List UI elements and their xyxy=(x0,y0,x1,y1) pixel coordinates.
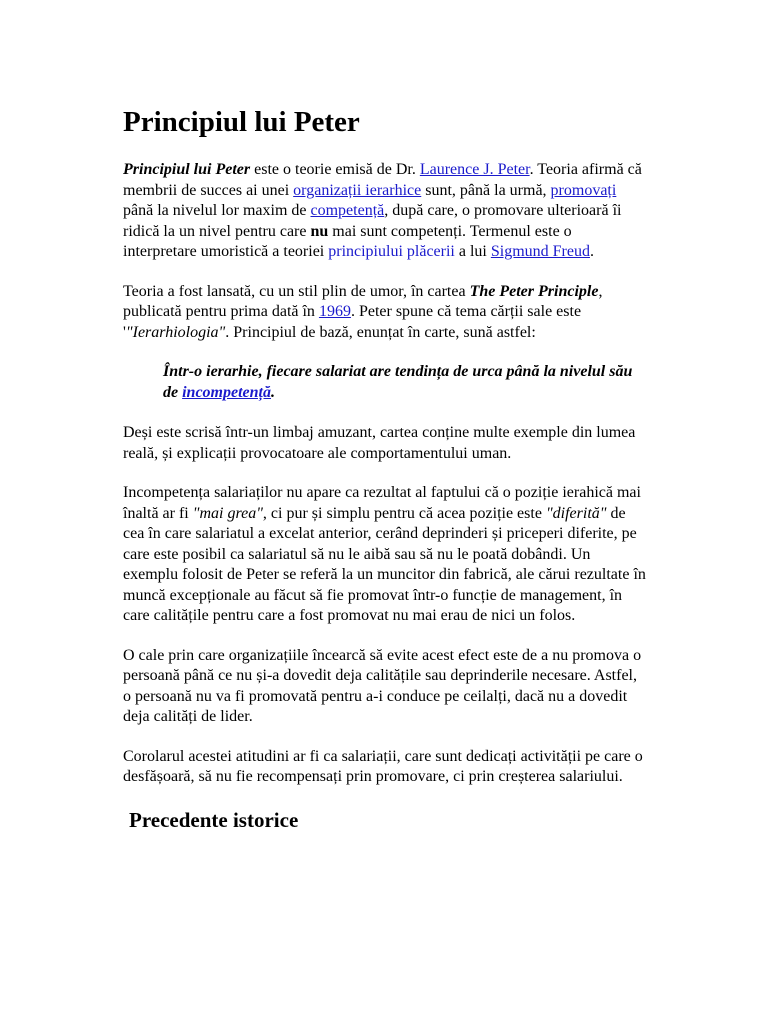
text-span: . xyxy=(589,243,594,260)
text-span: , după care, o promovare ulterioară îi ridică la un nivel pentru care xyxy=(123,202,622,240)
link-competenta[interactable]: competență xyxy=(310,202,385,219)
link-sigmund-freud[interactable]: Sigmund Freud xyxy=(490,243,590,260)
lead-term: Principiul lui Peter xyxy=(123,161,251,178)
paragraph-real-world: Deși este scrisă într-un limbaj amuzant, cartea conține multe exemple din lumea reală, și explicații provocatoare ale comportamentului uman. xyxy=(123,424,636,462)
text-span: Într-o ierarhie, fiecare salariat are tendința de urca până la nivelul său de xyxy=(163,363,633,401)
book-title: The Peter Principle xyxy=(469,282,599,300)
quoted-mai-grea: "mai grea" xyxy=(192,504,263,522)
ierarhiologia-term: "Ierarhiologia" xyxy=(125,323,226,341)
text-span: . Peter spune că tema cărții sale este ' xyxy=(123,303,582,341)
text-span: , ci pur și simplu pentru că acea poziție este xyxy=(262,504,546,522)
book-paragraph xyxy=(123,282,648,344)
link-principiul-placerii[interactable]: principiului plăcerii xyxy=(328,243,455,260)
text-span: . xyxy=(271,383,275,401)
paragraph-avoid-effect: O cale prin care organizațiile încearcă să evite acest efect este de a nu promova o persoană până ce nu și-a dovedit deja calitățile sau deprinderile necesare. Astfel, o persoană nu va fi promovată pentru a-i conduce pe ceilalți, dacă nu a dovedit deja calități de lider. xyxy=(123,646,642,725)
text-span: . Principiul de bază, enunțat în carte, sună astfel: xyxy=(225,323,536,341)
text-span: Teoria a fost lansată, cu un stil plin de umor, în cartea xyxy=(123,282,470,300)
section-heading: Precedente istorice xyxy=(129,807,299,832)
text-span: sunt, până la urmă, xyxy=(421,181,551,199)
text-span: până la nivelul lor maxim de xyxy=(123,202,311,219)
article-body xyxy=(123,104,648,833)
link-1969[interactable]: 1969 xyxy=(318,303,351,320)
text-span: Incompetența salariaților nu apare ca rezultat al faptului că o poziție ierahică mai înaltă ar fi xyxy=(123,484,641,522)
intro-paragraph xyxy=(123,160,648,263)
text-span: a lui xyxy=(454,243,491,260)
principle-quote xyxy=(163,362,648,403)
link-promovati[interactable]: promovați xyxy=(550,181,617,199)
link-organizatii-ierarhice[interactable]: organizații ierarhice xyxy=(293,181,422,199)
quoted-diferita: "diferită" xyxy=(545,504,607,522)
link-laurence-peter[interactable]: Laurence J. Peter xyxy=(419,161,530,178)
paragraph-corollary: Corolarul acestei atitudini ar fi ca salariații, care sunt dedicați activității pe care o desfășoară, să nu fie recompensați prin promovare, ci prin creșterea salariului. xyxy=(123,747,643,785)
text-span: de cea în care salariatul a excelat anterior, cerând deprinderi și priceperi diferite, pe care este posibil ca salariatul să nu le aibă sau să nu le poată dobândi. Un exemplu folosit de Peter se referă la un muncitor din fabrică, ale cărui rezultate în muncă excepționale au făcut să fie promovat într-o funcție de management, în care calitățile pentru care a fost promovat nu mai erau de nici un folos. xyxy=(123,504,646,624)
text-span: mai sunt competenți. Termenul este o interpretare umoristică a teoriei xyxy=(123,222,572,260)
paragraph-incompetence xyxy=(123,483,648,627)
emphasis-nu: nu xyxy=(310,222,329,240)
text-span: , publicată pentru prima dată în xyxy=(123,282,603,320)
link-incompetenta[interactable]: incompetență xyxy=(182,383,271,401)
page-title: Principiul lui Peter xyxy=(123,106,360,138)
text-span: este o teorie emisă de Dr. xyxy=(250,161,420,178)
text-span: . Teoria afirmă că membrii de succes ai unei xyxy=(123,161,642,199)
